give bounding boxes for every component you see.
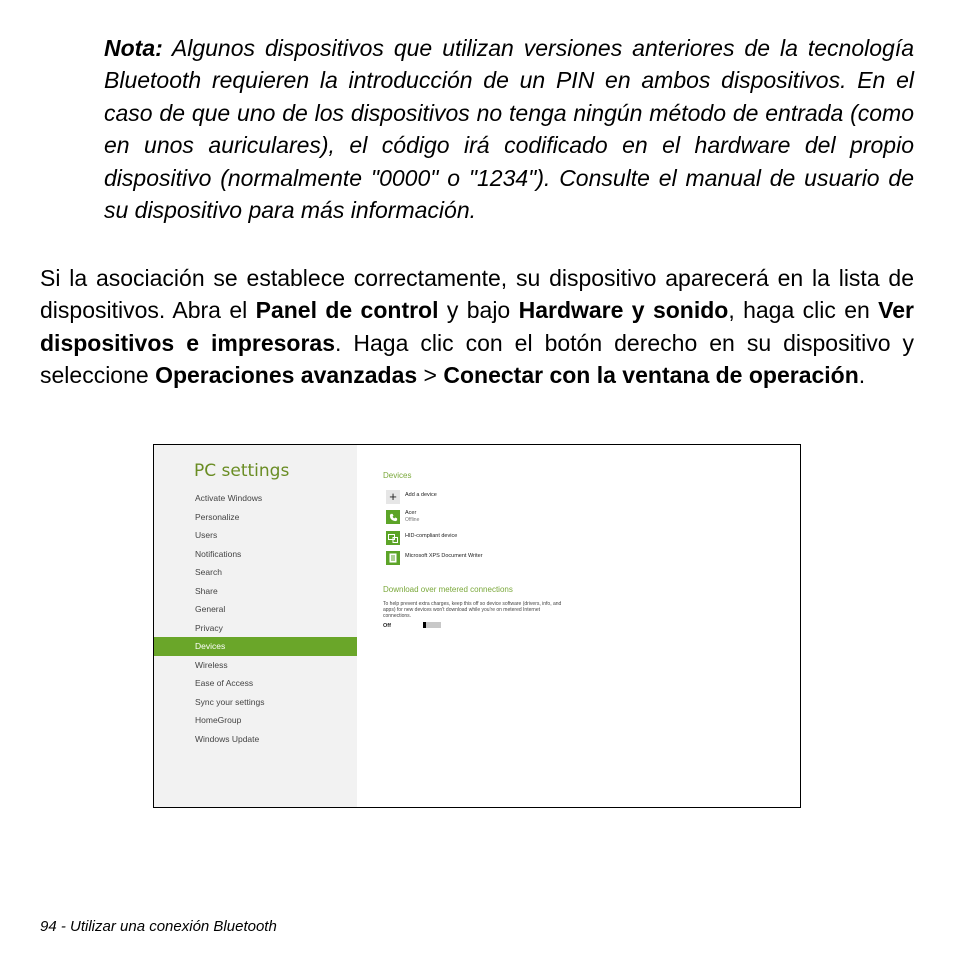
para-bold-connect: Conectar con la ventana de operación	[443, 362, 859, 389]
sidebar-item-general[interactable]: General	[195, 604, 226, 614]
phone-icon	[386, 510, 400, 524]
sidebar-item-sync-your-settings[interactable]: Sync your settings	[195, 696, 265, 707]
para-text-3: , haga clic en	[728, 297, 879, 324]
instructions-paragraph	[40, 262, 914, 392]
para-text-5: >	[417, 362, 444, 389]
add-device-label: Add a device	[405, 492, 437, 498]
device-name: Acer	[405, 510, 417, 516]
metered-toggle-label: Off	[383, 623, 391, 629]
para-text-6: .	[858, 362, 866, 389]
toggle-knob	[423, 622, 426, 628]
para-bold-devices: Ver dispositivos e impresoras	[40, 297, 914, 356]
sidebar-item-share[interactable]: Share	[195, 585, 218, 596]
devices-section-title: Devices	[383, 471, 412, 480]
metered-section-title: Download over metered connections	[383, 585, 513, 594]
page-footer: 94 - Utilizar una conexión Bluetooth	[40, 918, 277, 935]
device-name: HID-compliant device	[405, 533, 458, 539]
sidebar-item-users[interactable]: Users	[195, 530, 218, 540]
pc-settings-screenshot	[153, 444, 801, 808]
sidebar-list	[154, 489, 357, 748]
sidebar-item-windows-update[interactable]: Windows Update	[195, 733, 260, 744]
sidebar-item-privacy[interactable]: Privacy	[195, 622, 223, 633]
sidebar-item-wireless[interactable]: Wireless	[195, 659, 228, 670]
printer-icon	[386, 551, 400, 565]
sidebar-item-homegroup[interactable]: HomeGroup	[195, 715, 242, 725]
sidebar-title: PC settings	[194, 461, 290, 481]
plus-icon: +	[386, 490, 400, 504]
sidebar-item-ease-of-access[interactable]: Ease of Access	[195, 678, 254, 688]
para-text-4: . Haga clic con el botón derecho en su dispositivo y seleccione	[40, 329, 914, 389]
para-bold-advanced: Operaciones avanzadas	[155, 362, 418, 389]
sidebar-item-activate-windows[interactable]: Activate Windows	[195, 493, 263, 503]
note-paragraph	[104, 32, 914, 226]
hid-device-icon	[386, 531, 400, 545]
sidebar-item-devices[interactable]: Devices	[154, 637, 357, 656]
metered-description: To help prevent extra charges, keep this off so device software (drivers, info, and apps) for new devices won't download while you're on metered Internet connections.	[383, 601, 562, 620]
para-text-2: y bajo	[438, 297, 519, 324]
para-bold-hardware: Hardware y sonido	[518, 297, 729, 324]
sidebar-item-search[interactable]: Search	[195, 567, 222, 577]
sidebar-item-personalize[interactable]: Personalize	[195, 511, 240, 522]
device-status: Offline	[405, 517, 420, 523]
para-text-1: Si la asociación se establece correctamente, su dispositivo aparecerá en la lista de dispositivos. Abra el	[40, 265, 914, 324]
device-name: Microsoft XPS Document Writer	[405, 553, 483, 559]
settings-sidebar	[154, 445, 357, 807]
metered-toggle[interactable]	[423, 622, 441, 628]
sidebar-item-notifications[interactable]: Notifications	[195, 548, 242, 559]
note-text: Algunos dispositivos que utilizan versiones anteriores de la tecnología Bluetooth requieren la introducción de un PIN en ambos dispositivos. En el caso de que uno de los dispositivos no tenga ningún método de entrada (como en unos auriculares), el código irá codificado en el hardware del propio dispositivo (normalmente "0000" o "1234"). Consulte el manual de usuario de su dispositivo para más información.	[104, 35, 914, 224]
para-bold-panel: Panel de control	[255, 297, 439, 324]
devices-panel	[383, 445, 783, 807]
note-label: Nota:	[104, 35, 163, 61]
